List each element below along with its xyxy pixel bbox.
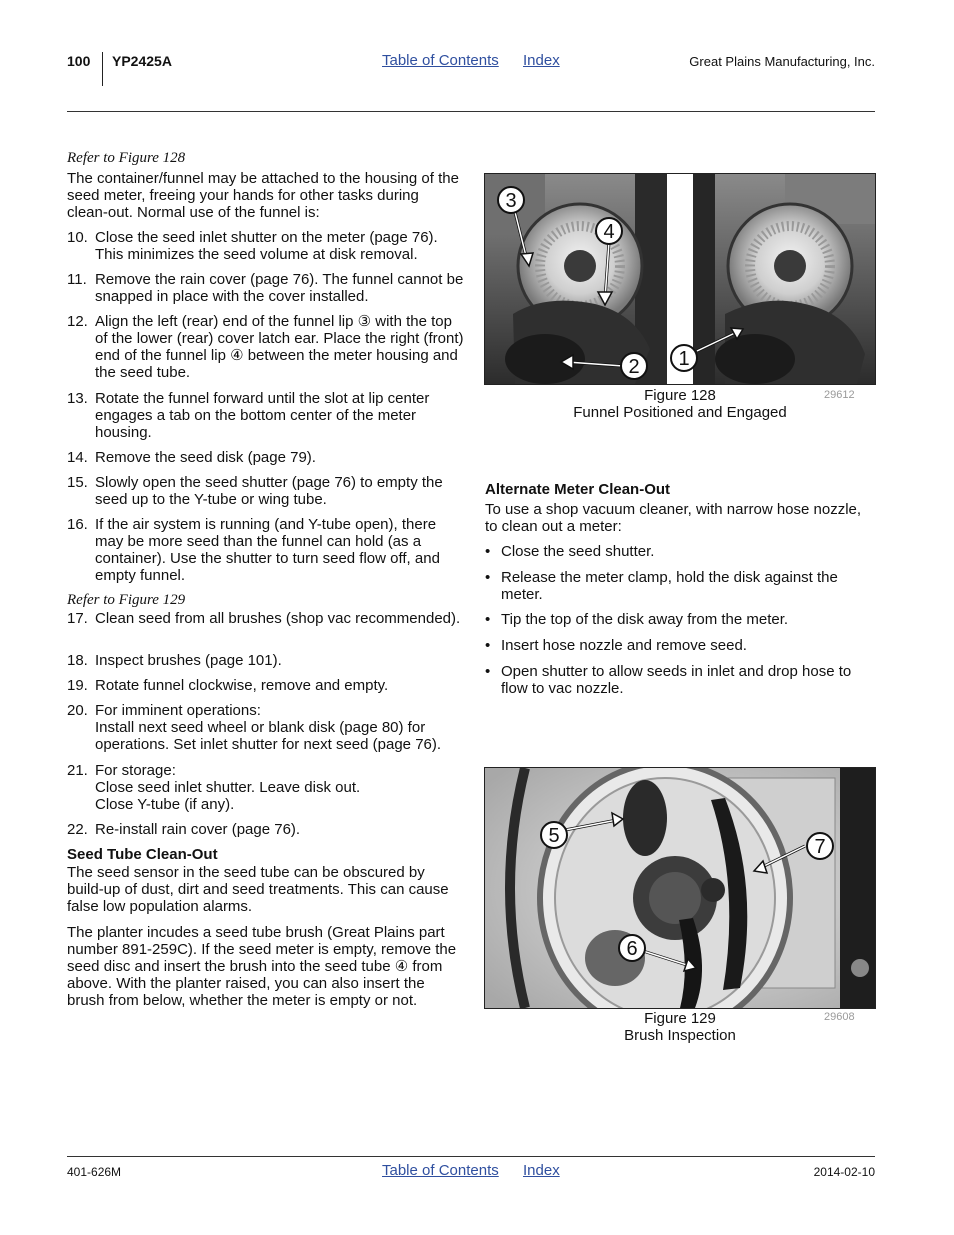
model-number: YP2425A <box>112 53 172 69</box>
funnel-engaged-illustration <box>485 174 875 384</box>
figure-reference-129: Refer to Figure 129 <box>67 592 186 608</box>
header-index-link[interactable]: Index <box>523 52 560 69</box>
figure-128-caption: Figure 128 Funnel Positioned and Engaged <box>573 387 787 421</box>
callout-1: 1 <box>678 348 690 370</box>
seed-tube-paragraph-1: The seed sensor in the seed tube can be obscured by build-up of dust, dirt and seed treatments. This can cause false low population alarms. <box>67 864 449 915</box>
figure-129-photo <box>484 767 876 1009</box>
figure-129-caption: Figure 129 Brush Inspection <box>624 1010 736 1044</box>
figure-128-photo <box>484 173 876 385</box>
figure-128-code: 29612 <box>824 389 855 401</box>
page-number: 100 <box>67 53 91 69</box>
footer-toc-link[interactable]: Table of Contents <box>382 1162 499 1179</box>
publish-date: 2014-02-10 <box>813 1165 875 1179</box>
callout-3: 3 <box>505 190 517 212</box>
figure-129-code: 29608 <box>824 1011 855 1023</box>
document-number: 401-626M <box>67 1165 122 1179</box>
callout-7: 7 <box>814 836 826 858</box>
callout-4: 4 <box>603 221 615 243</box>
seed-tube-heading: Seed Tube Clean-Out <box>67 846 218 863</box>
alternate-cleanout-heading: Alternate Meter Clean-Out <box>485 481 671 498</box>
seed-tube-paragraph-2: The planter incudes a seed tube brush (Great Plains part number 891-259C). If the seed meter is empty, remove the seed disc and insert the brush into the seed tube ④ from above. With the planter raised, you can also insert the brush from below, whether the meter is empty or not. <box>67 924 457 1009</box>
header-rule <box>67 111 875 112</box>
footer-index-link[interactable]: Index <box>523 1162 560 1179</box>
callout-2: 2 <box>628 356 640 378</box>
alternate-cleanout-intro: To use a shop vacuum cleaner, with narrow hose nozzle, to clean out a meter: <box>485 501 862 535</box>
company-name: Great Plains Manufacturing, Inc. <box>689 54 875 69</box>
header-divider <box>102 52 103 86</box>
callout-5: 5 <box>548 825 560 847</box>
intro-paragraph: The container/funnel may be attached to the housing of the seed meter, freeing your hands for other tasks during clean-out. Normal use of the funnel is: <box>67 170 459 221</box>
callout-6: 6 <box>626 938 638 960</box>
figure-reference-128: Refer to Figure 128 <box>67 150 186 166</box>
footer-rule <box>67 1156 875 1157</box>
header-toc-link[interactable]: Table of Contents <box>382 52 499 69</box>
brush-inspection-illustration <box>485 768 875 1008</box>
